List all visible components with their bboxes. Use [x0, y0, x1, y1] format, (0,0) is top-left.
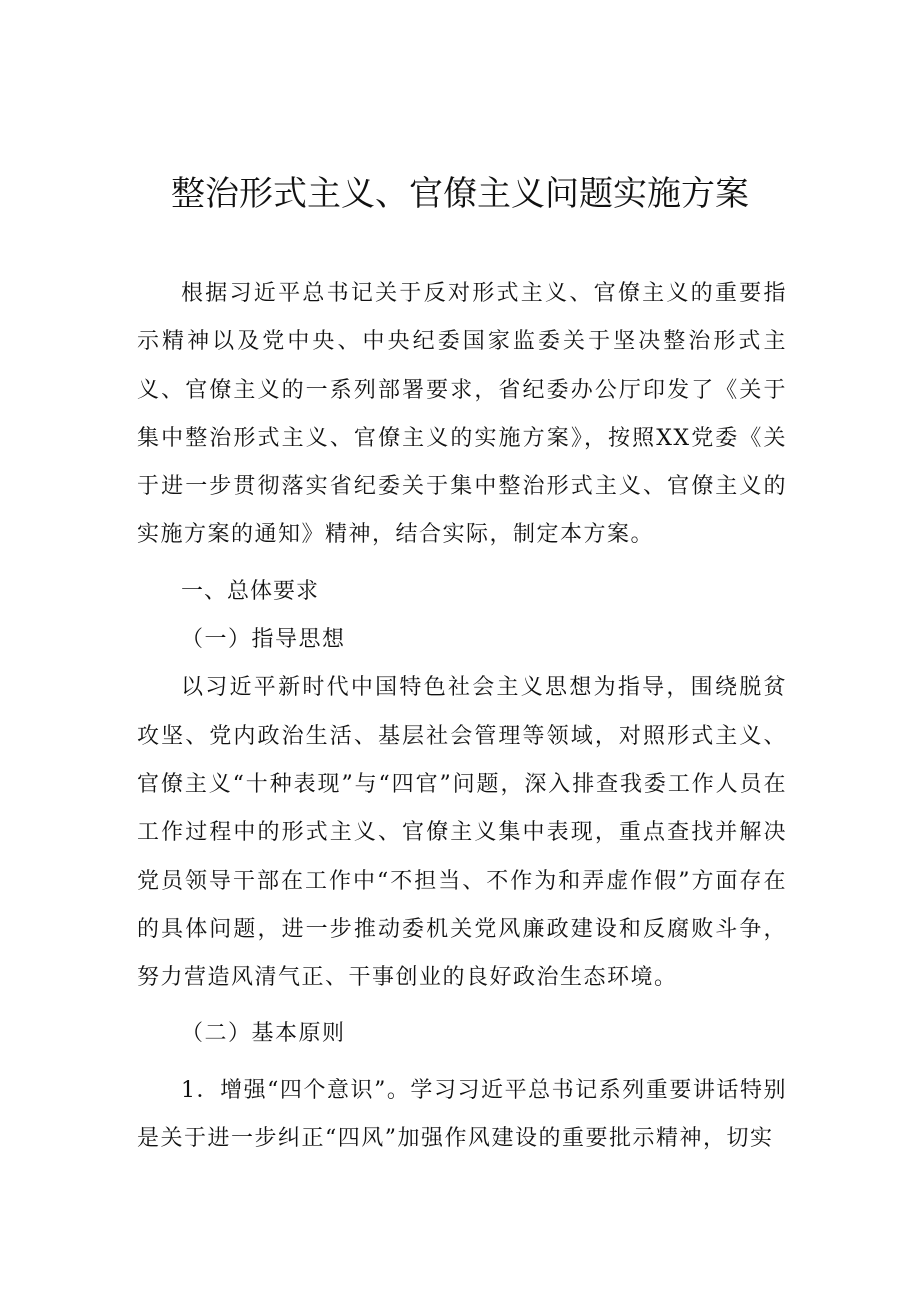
subsection-heading-basic-principles: （二）基本原则 — [181, 1021, 346, 1047]
principle-item-1-paragraph: 1．增强“四个意识”。学习习近平总书记系列重要讲话特别是关于进一步纠正“四风”加强作风建设的重要批示精神，切实 — [137, 1077, 787, 1152]
spacer — [137, 1002, 787, 1010]
guiding-ideology-paragraph: 以习近平新时代中国特色社会主义思想为指导，围绕脱贫攻坚、党内政治生活、基层社会管理等领域，对照形式主义、官僚主义“十种表现”与“四官”问题，深入排查我委工作人员在工作过程中的形式主义、官僚主义集中表现，重点查找并解决党员领导干部在工作中“不担当、不作为和弄虚作假”方面存在的具体问题，进一步推动委机关党风廉政建设和反腐败斗争，努力营造风清气正、干事创业的良好政治生态环境。 — [137, 675, 787, 991]
document-title: 整治形式主义、官僚主义问题实施方案 — [171, 174, 749, 214]
document-body — [137, 270, 787, 1163]
spacer — [137, 560, 787, 568]
spacer — [137, 1059, 787, 1067]
subsection-heading-guiding-ideology: （一）指导思想 — [181, 627, 346, 653]
section-heading-general-requirements: 一、总体要求 — [181, 578, 320, 604]
intro-paragraph: 根据习近平总书记关于反对形式主义、官僚主义的重要指示精神以及党中央、中央纪委国家监委关于坚决整治形式主义、官僚主义的一系列部署要求，省纪委办公厅印发了《关于集中整治形式主义、官僚主义的实施方案》，按照XX党委《关于进一步贯彻落实省纪委关于集中整治形式主义、官僚主义的实施方案的通知》精神，结合实际，制定本方案。 — [137, 281, 787, 548]
